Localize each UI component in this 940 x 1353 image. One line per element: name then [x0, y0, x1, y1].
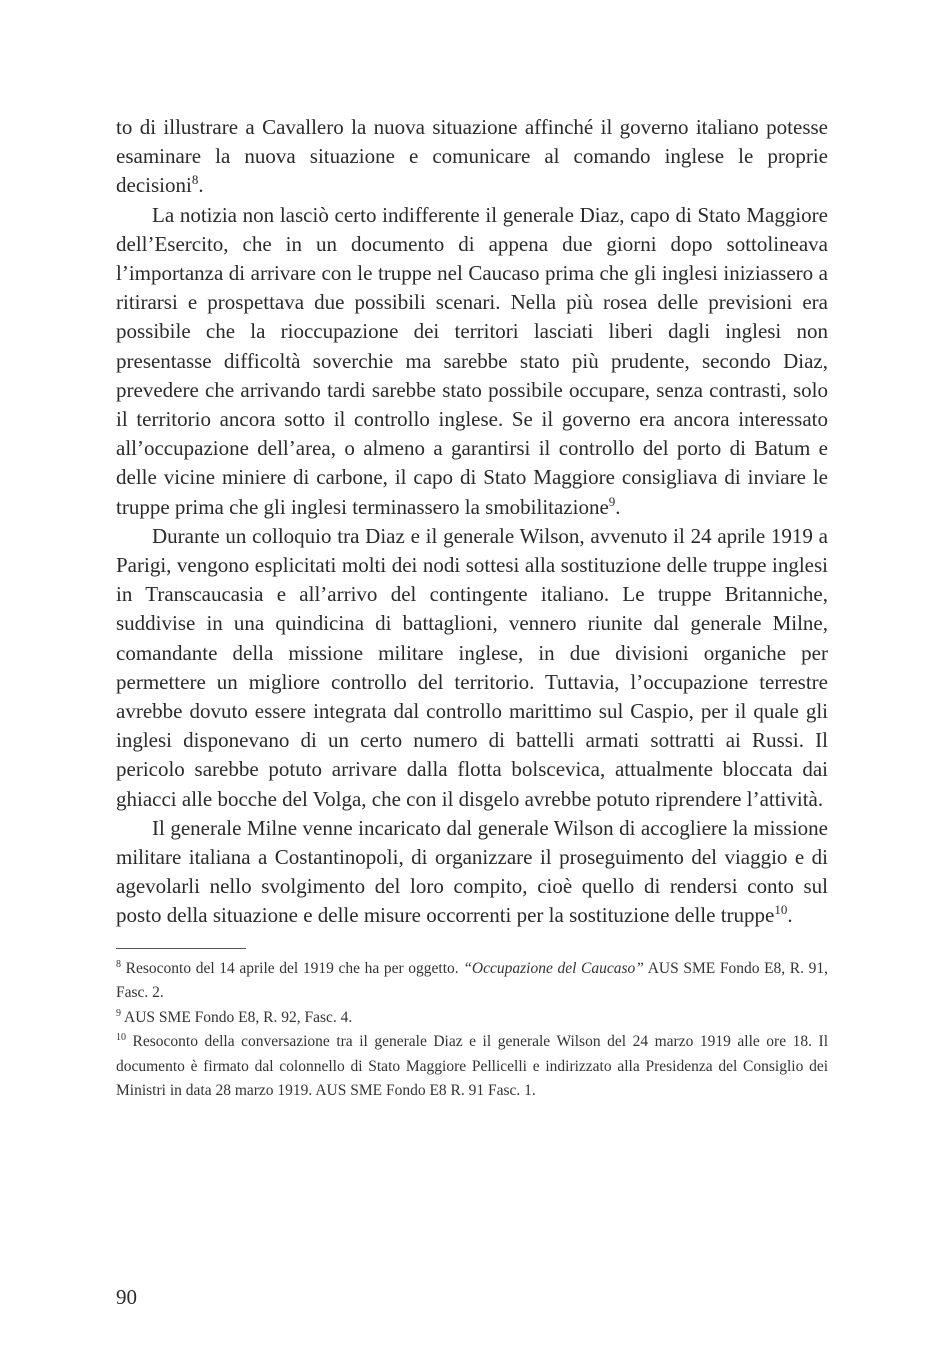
paragraph-2	[116, 201, 828, 522]
footnote-ref-8: 8	[191, 172, 199, 188]
footnote-8	[116, 957, 828, 1006]
footnote-ref-9: 9	[608, 493, 616, 509]
footnote-9-mark: 9	[116, 1007, 121, 1019]
paragraph-3-text: Durante un colloquio tra Diaz e il generale Wilson, avvenuto il 24 aprile 1919 a Parigi, vengono esplicitati molti dei nodi sottesi alla sostituzione delle truppe inglesi in Transcaucasia e all’arrivo del contingente italiano. Le truppe Britanniche, suddivise in una quindicina di battaglioni, vennero riunite dal generale Milne, comandante della missione militare inglese, in due divisioni organiche per permettere un migliore controllo del territorio. Tuttavia, l’occupazione terrestre avrebbe dovuto essere integrata dal controllo marittimo sul Caspio, per il quale gli inglesi disponevano di un certo numero di battelli armati sottratti ai Russi. Il pericolo sarebbe potuto arrivare dalla flotta bolscevica, attualmente bloccata dai ghiacci alle bocche del Volga, che con il disgelo avrebbe potuto riprendere l’attività.	[116, 523, 828, 811]
footnote-10-text: Resoconto della conversazione tra il generale Diaz e il generale Wilson del 24 marzo 1919 alle ore 18. Il documento è firmato dal colonnello di Stato Maggiore Pellicelli e indirizzato alla Presidenza del Consiglio dei Ministri in data 28 marzo 1919. AUS SME Fondo E8 R. 91 Fasc. 1.	[116, 1033, 828, 1100]
paragraph-4-end: .	[787, 903, 793, 928]
footnote-10-mark: 10	[116, 1032, 126, 1044]
paragraph-4-text: Il generale Milne venne incaricato dal generale Wilson di accogliere la missione militare italiana a Costantinopoli, di organizzare il proseguimento del viaggio e di agevolarli nello svolgimento del loro compito, cioè quello di rendersi conto sul posto della situazione e delle misure occorrenti per la sostituzione delle truppe	[116, 815, 828, 928]
footnote-9	[116, 1006, 828, 1031]
paragraph-1-text: to di illustrare a Cavallero la nuova situazione affinché il governo italiano potesse esaminare la nuova situazione e comunicare al comando inglese le proprie decisioni	[116, 115, 828, 198]
page-content	[116, 113, 828, 1104]
paragraph-1	[116, 113, 828, 201]
footnote-divider	[116, 948, 246, 949]
main-text	[116, 113, 828, 931]
footnote-8-tail: AUS SME Fondo E8, R. 91, Fasc. 2.	[116, 959, 829, 1002]
paragraph-2-end: .	[615, 494, 621, 519]
paragraph-4	[116, 814, 828, 931]
footnote-ref-10: 10	[774, 902, 788, 918]
paragraph-1-end: .	[198, 173, 204, 198]
footnotes	[116, 957, 828, 1104]
page-number: 90	[116, 1285, 137, 1309]
paragraph-2-text: La notizia non lasciò certo indifferente il generale Diaz, capo di Stato Maggiore dell’Esercito, che in un documento di appena due giorni dopo sottolineava l’importanza di arrivare con le truppe nel Caucaso prima che gli inglesi iniziassero a ritirarsi e prospettava due possibili scenari. Nella più rosea delle previsioni era possibile che la rioccupazione dei territori lasciati liberi dagli inglesi non presentasse difficoltà soverchie ma sarebbe stato più prudente, secondo Diaz, prevedere che arrivando tardi sarebbe stato possibile occupare, senza contrasti, solo il territorio ancora sotto il controllo inglese. Se il governo era ancora interessato all’occupazione dell’area, o almeno a garantirsi il controllo del porto di Batum e delle vicine miniere di carbone, il capo di Stato Maggiore consigliava di inviare le truppe prima che gli inglesi terminassero la smobilitazione	[116, 202, 828, 519]
footnote-8-text: Resoconto del 14 aprile del 1919 che ha per oggetto.	[125, 959, 459, 977]
paragraph-3	[116, 522, 828, 814]
footnote-9-text: AUS SME Fondo E8, R. 92, Fasc. 4.	[124, 1008, 353, 1026]
footnote-8-mark: 8	[116, 958, 121, 970]
footnote-10	[116, 1030, 828, 1104]
footnote-8-italic: “Occupazione del Caucaso”	[463, 959, 644, 977]
